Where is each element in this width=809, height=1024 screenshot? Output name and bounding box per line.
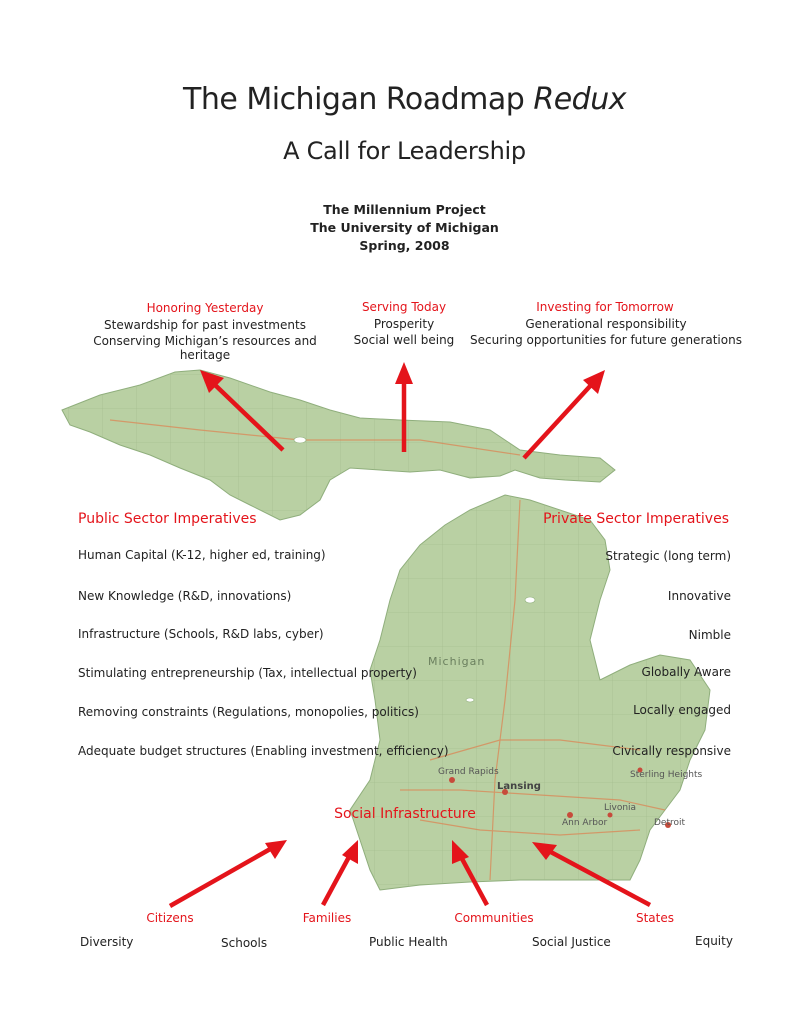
theme-yesterday-line-2: Conserving Michigan’s resources and heritage [93, 334, 317, 362]
public-sector-item: Infrastructure (Schools, R&D labs, cyber) [78, 627, 324, 641]
theme-tomorrow-line-2: Securing opportunities for future generations [470, 333, 742, 347]
theme-tomorrow-line-1: Generational responsibility [525, 317, 687, 331]
group-communities: Communities [454, 911, 534, 925]
map-label-michigan: Michigan [428, 655, 486, 668]
bottom-item-social-justice: Social Justice [532, 935, 611, 949]
theme-today-line-2: Social well being [353, 333, 455, 347]
private-sector-item: Locally engaged [633, 703, 731, 717]
map-label-ann-arbor: Ann Arbor [562, 818, 608, 828]
map-label-lansing: Lansing [497, 781, 541, 792]
map-label-sterling-heights: Sterling Heights [630, 770, 703, 780]
public-sector-heading: Public Sector Imperatives [78, 511, 257, 527]
page-subtitle: A Call for Leadership [283, 137, 526, 165]
private-sector-item: Globally Aware [641, 665, 731, 679]
credit-line-1: The Millennium Project [323, 202, 486, 217]
theme-today-line-1: Prosperity [373, 317, 435, 331]
theme-yesterday-heading: Honoring Yesterday [146, 301, 264, 315]
private-sector-item: Nimble [688, 628, 731, 642]
public-sector-item: Removing constraints (Regulations, monopolies, politics) [78, 705, 419, 719]
private-sector-item: Innovative [667, 589, 731, 603]
bottom-item-diversity: Diversity [80, 935, 134, 949]
title-italic: Redux [533, 82, 626, 117]
group-citizens: Citizens [146, 911, 194, 925]
bottom-item-schools: Schools [221, 936, 268, 950]
public-sector-item: Adequate budget structures (Enabling investment, efficiency) [78, 744, 449, 758]
group-families: Families [302, 911, 352, 925]
map-label-detroit: Detroit [654, 818, 686, 828]
public-sector-item: Human Capital (K-12, higher ed, training) [78, 548, 326, 562]
map-label-grand-rapids: Grand Rapids [438, 767, 499, 777]
map-label-livonia: Livonia [604, 803, 637, 813]
credit-line-3: Spring, 2008 [359, 238, 450, 253]
page-title: The Michigan Roadmap Redux [183, 82, 626, 117]
bottom-item-equity: Equity [695, 934, 733, 948]
credit-line-2: The University of Michigan [310, 220, 499, 235]
public-sector-item: Stimulating entrepreneurship (Tax, intellectual property) [78, 666, 417, 680]
private-sector-item: Civically responsive [612, 744, 731, 758]
private-sector-heading: Private Sector Imperatives [543, 511, 729, 527]
theme-today-heading: Serving Today [361, 300, 447, 314]
bottom-item-public-health: Public Health [369, 935, 448, 949]
theme-tomorrow-heading: Investing for Tomorrow [536, 300, 674, 314]
public-sector-item: New Knowledge (R&D, innovations) [78, 589, 292, 603]
social-infrastructure-heading: Social Infrastructure [334, 806, 476, 822]
group-states: States [635, 911, 674, 925]
theme-yesterday-line-1: Stewardship for past investments [104, 318, 306, 332]
private-sector-item: Strategic (long term) [605, 549, 731, 563]
